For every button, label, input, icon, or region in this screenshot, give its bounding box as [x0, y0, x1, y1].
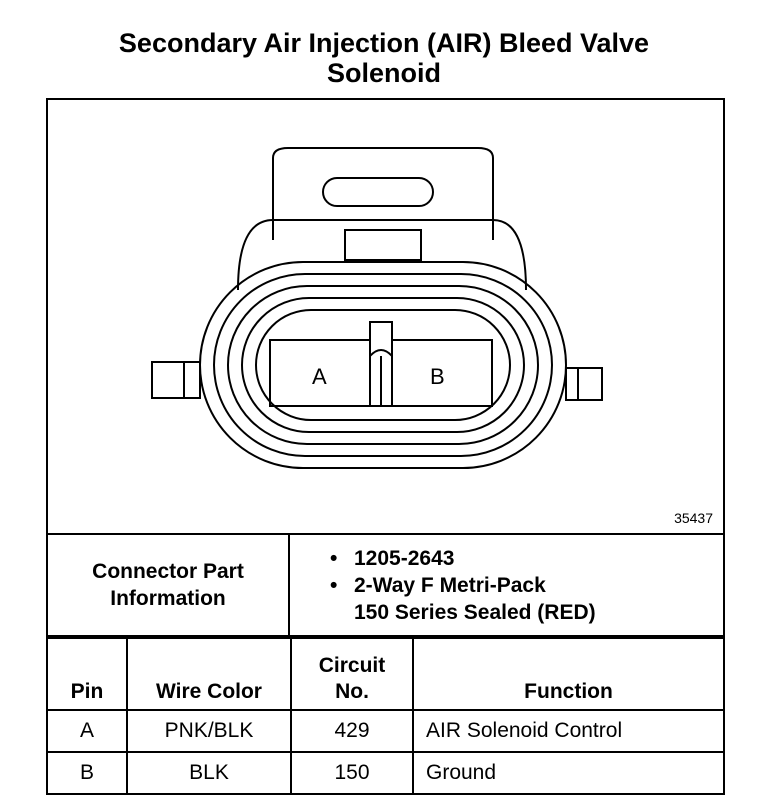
table-row [47, 752, 724, 794]
title-line-1: Secondary Air Injection (AIR) Bleed Valve [118, 28, 650, 58]
connector-latch [273, 148, 493, 240]
row-a-function: AIR Solenoid Control [413, 710, 724, 752]
description-item [330, 572, 723, 599]
figure-id: 35437 [674, 510, 713, 526]
description-line-2: 150 Series Sealed (RED) [354, 600, 596, 624]
latch-stem [345, 230, 421, 260]
table-row [47, 710, 724, 752]
row-a-circuit: 429 [291, 710, 413, 752]
outer-ring-1 [200, 262, 566, 468]
row-b-circuit: 150 [291, 752, 413, 794]
header-circuit [291, 638, 413, 710]
connector-info-label [47, 534, 289, 636]
row-b-pin: B [47, 752, 127, 794]
title-line-2: Solenoid [327, 58, 441, 88]
latch-slot [323, 178, 433, 206]
bullet: • [330, 546, 338, 570]
pin-table [46, 637, 725, 795]
connector-info-table [46, 533, 725, 637]
right-tab [566, 368, 602, 400]
pin-a-label: A [312, 364, 327, 389]
header-pin: Pin [47, 638, 127, 710]
description-line-1: 2-Way F Metri-Pack [354, 573, 546, 597]
inner-ring [256, 310, 510, 420]
header-wire-color: Wire Color [127, 638, 291, 710]
outer-ring-2 [214, 274, 552, 456]
row-a-pin: A [47, 710, 127, 752]
bullet: • [330, 573, 338, 597]
row-b-function: Ground [413, 752, 724, 794]
header-circuit-line-2: No. [335, 680, 369, 703]
connector-info-label-line-2: Information [110, 587, 226, 610]
pin-b-label: B [430, 364, 445, 389]
row-b-wire-color: BLK [127, 752, 291, 794]
header-circuit-line-1: Circuit [318, 654, 386, 677]
connector-illustration [46, 98, 725, 535]
connector-drawing [48, 100, 723, 533]
pin-table-header [47, 638, 724, 710]
left-tab [152, 362, 200, 398]
page-title [0, 28, 768, 88]
part-number: 1205-2643 [354, 546, 455, 570]
outer-ring-4 [242, 298, 524, 432]
connector-info-label-line-1: Connector Part [92, 560, 244, 583]
header-function: Function [413, 638, 724, 710]
part-number-item [330, 545, 723, 572]
row-a-wire-color: PNK/BLK [127, 710, 291, 752]
connector-info-values [289, 534, 724, 636]
